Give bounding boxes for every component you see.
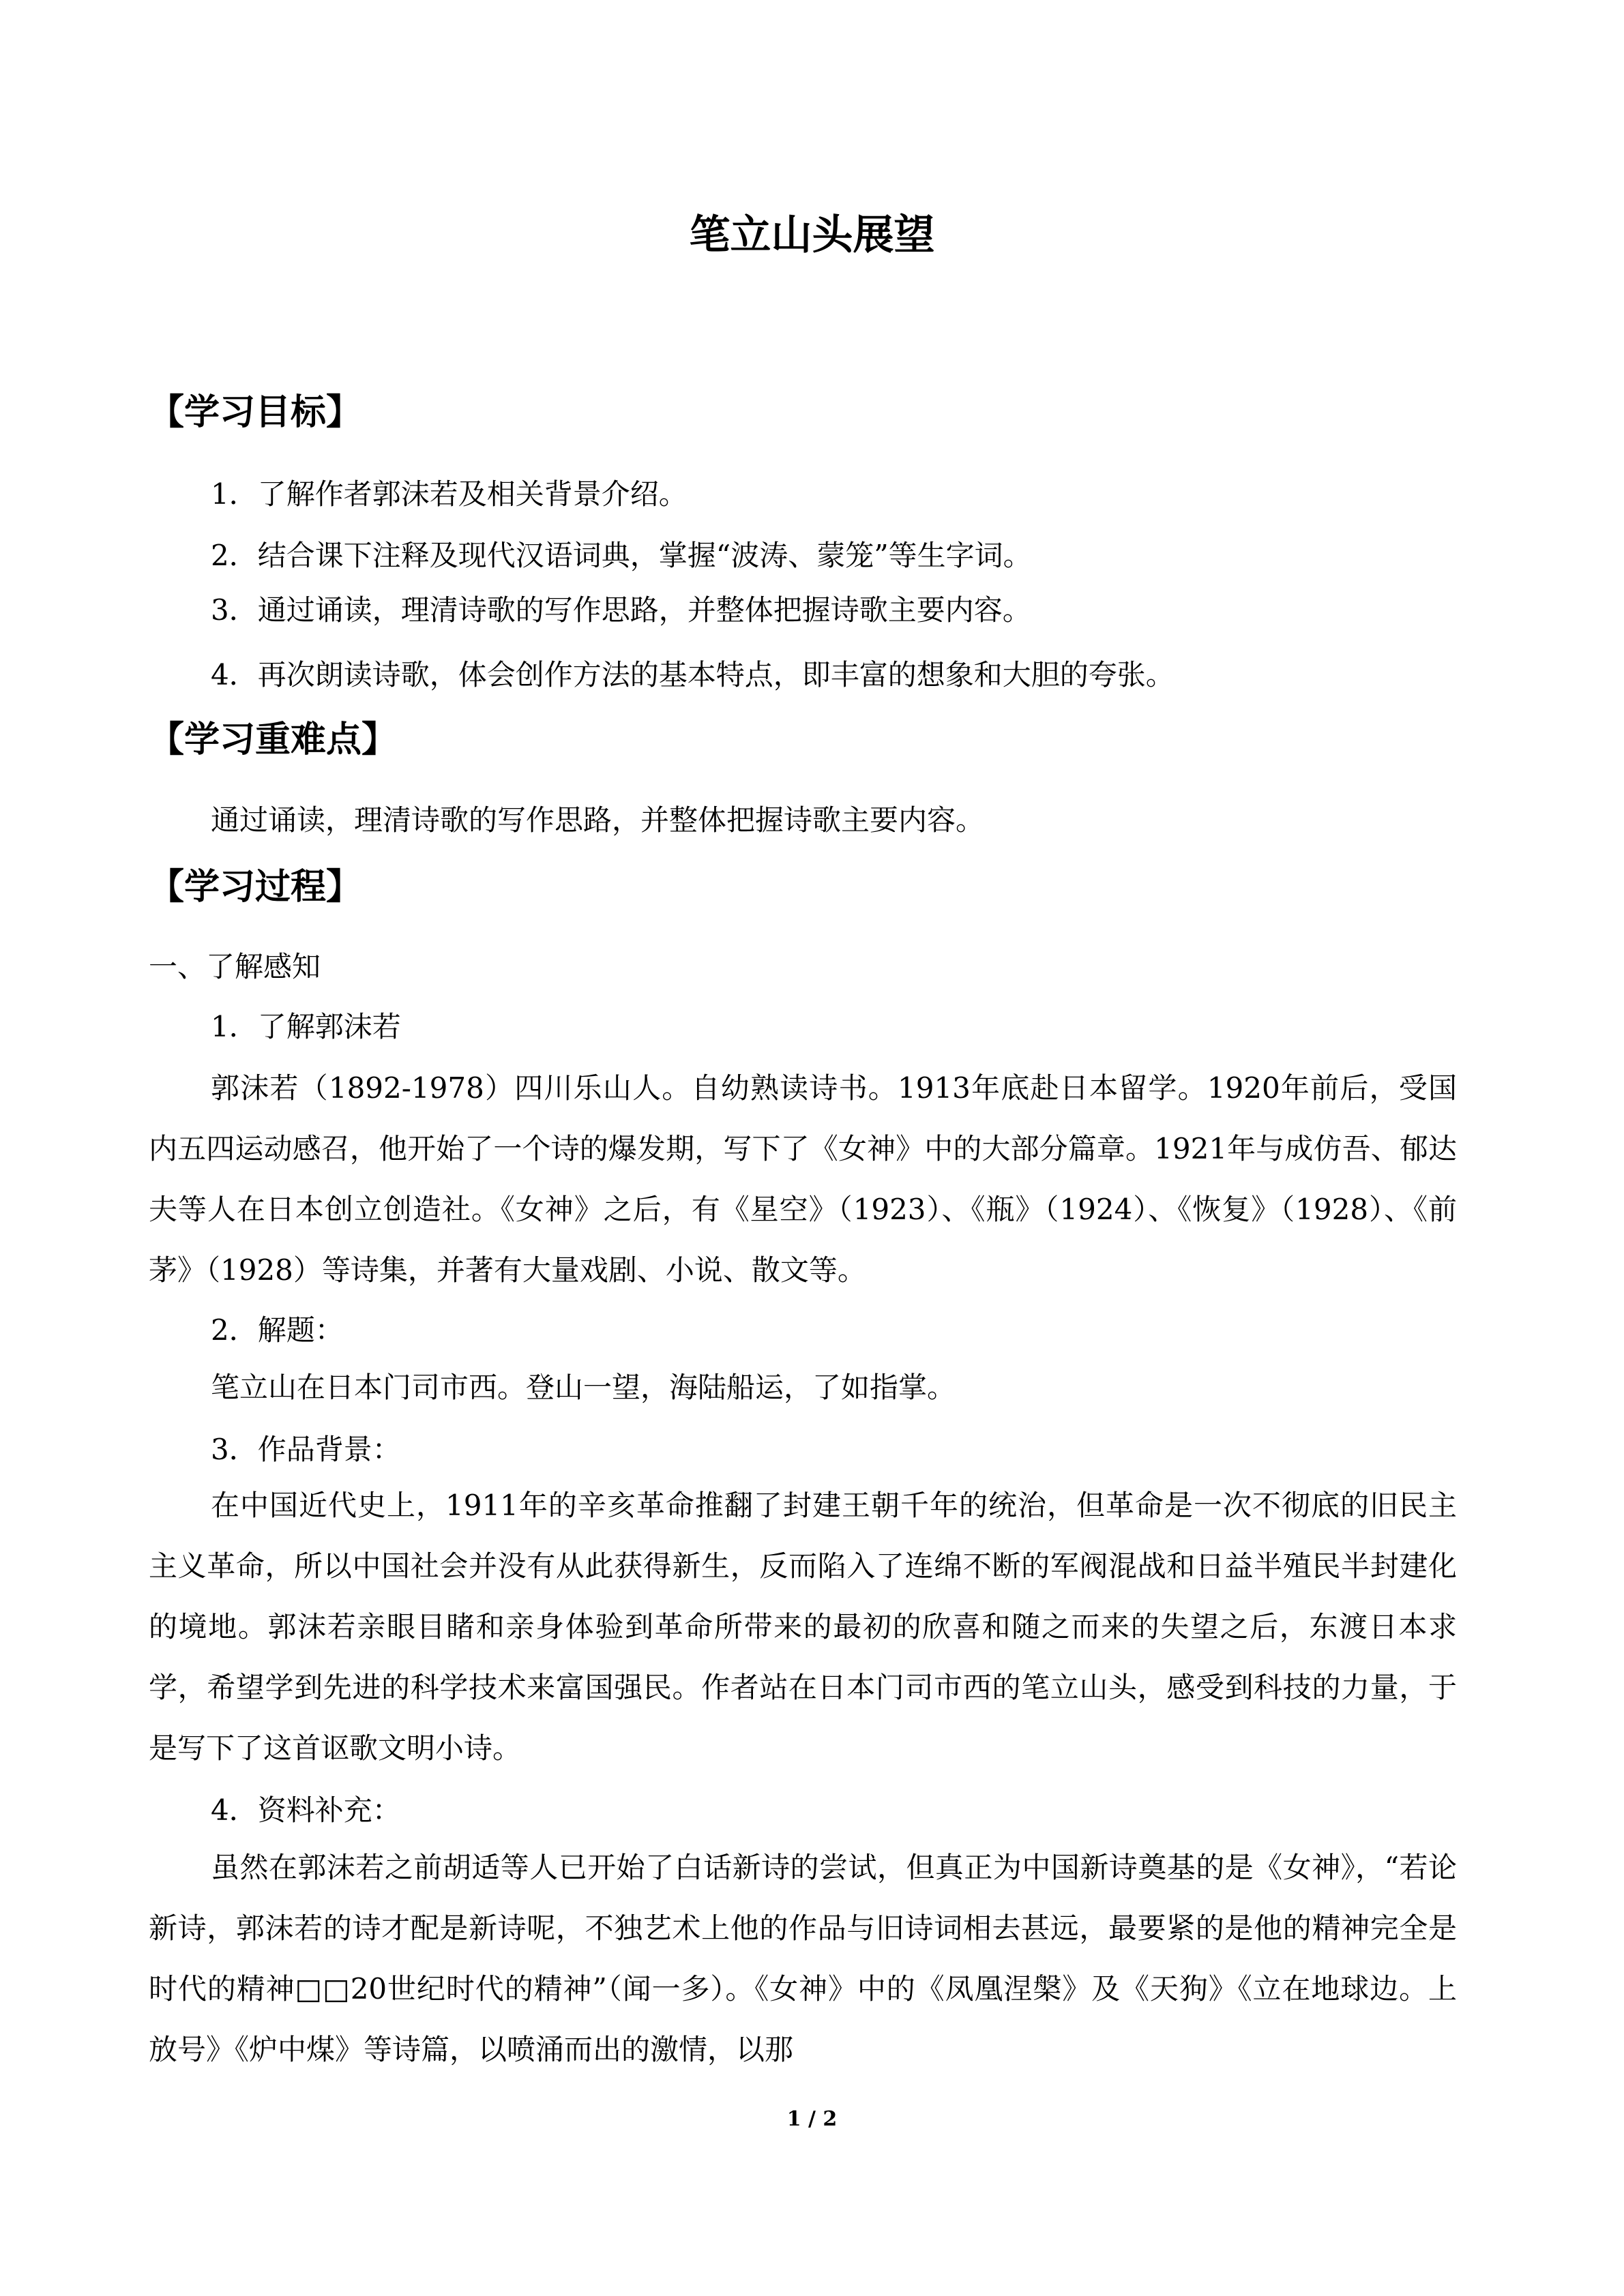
sub3-title: 3．作品背景： — [211, 1433, 401, 1466]
sub4-title: 4．资料补充： — [211, 1793, 401, 1827]
sub4-paragraph: 虽然在郭沫若之前胡适等人已开始了白话新诗的尝试，但真正为中国新诗奠基的是《女神》，“若论新诗，郭沫若的诗才配是新诗呢，不独艺术上他的作品与旧诗词相去甚远，最要紧的是他的精神完全是时代的精神□□20世纪时代的精神”（闻一多）。《女神》中的《凤凰涅槃》及《天狗》《立在地球边。上放号》《炉中煤》等诗篇，以喷涌而出的激情，以那 — [149, 1851, 1457, 2067]
sub1-title: 1．了解郭沫若 — [211, 1010, 401, 1043]
sub1-paragraph: 郭沫若（1892-1978）四川乐山人。自幼熟读诗书。1913年底赴日本留学。1920年前后，受国内五四运动感召，他开始了一个诗的爆发期，写下了《女神》中的大部分篇章。1921年与成仿吾、郁达夫等人在日本创立创造社。《女神》之后，有《星空》（1923）、《瓶》（1924）、《恢复》（1928）、《前茅》（1928）等诗集，并著有大量戏剧、小说、散文等。 — [149, 1071, 1457, 1287]
page-number: 1 / 2 — [786, 2107, 838, 2131]
section-heading-objectives: 【学习目标】 — [149, 392, 362, 433]
sub2-paragraph: 笔立山在日本门司市西。登山一望，海陆船运，了如指掌。 — [211, 1371, 956, 1404]
sub3-paragraph: 在中国近代史上，1911年的辛亥革命推翻了封建王朝千年的统治，但革命是一次不彻底的旧民主主义革命，所以中国社会并没有从此获得新生，反而陷入了连绵不断的军阀混战和日益半殖民半封建化的境地。郭沫若亲眼目睹和亲身体验到革命所带来的最初的欣喜和随之而来的失望之后，东渡日本求学，希望学到先进的科学技术来富国强民。作者站在日本门司市西的笔立山头，感受到科技的力量，于是写下了这首讴歌文明小诗。 — [149, 1489, 1457, 1765]
part-one-title: 一、了解感知 — [149, 950, 321, 983]
objective-item-4: 4．再次朗读诗歌，体会创作方法的基本特点，即丰富的想象和大胆的夸张。 — [211, 658, 1175, 691]
section-heading-key-points: 【学习重难点】 — [149, 719, 398, 760]
key-points-text: 通过诵读，理清诗歌的写作思路，并整体把握诗歌主要内容。 — [211, 803, 985, 837]
objective-item-3: 3．通过诵读，理清诗歌的写作思路，并整体把握诗歌主要内容。 — [211, 593, 1031, 627]
section-heading-process: 【学习过程】 — [149, 867, 362, 908]
objective-item-2: 2．结合课下注释及现代汉语词典，掌握“波涛、蒙笼”等生字词。 — [211, 539, 1032, 572]
document-title: 笔立山头展望 — [689, 211, 935, 259]
sub2-title: 2．解题： — [211, 1313, 344, 1347]
objective-item-1: 1．了解作者郭沫若及相关背景介绍。 — [211, 477, 688, 511]
